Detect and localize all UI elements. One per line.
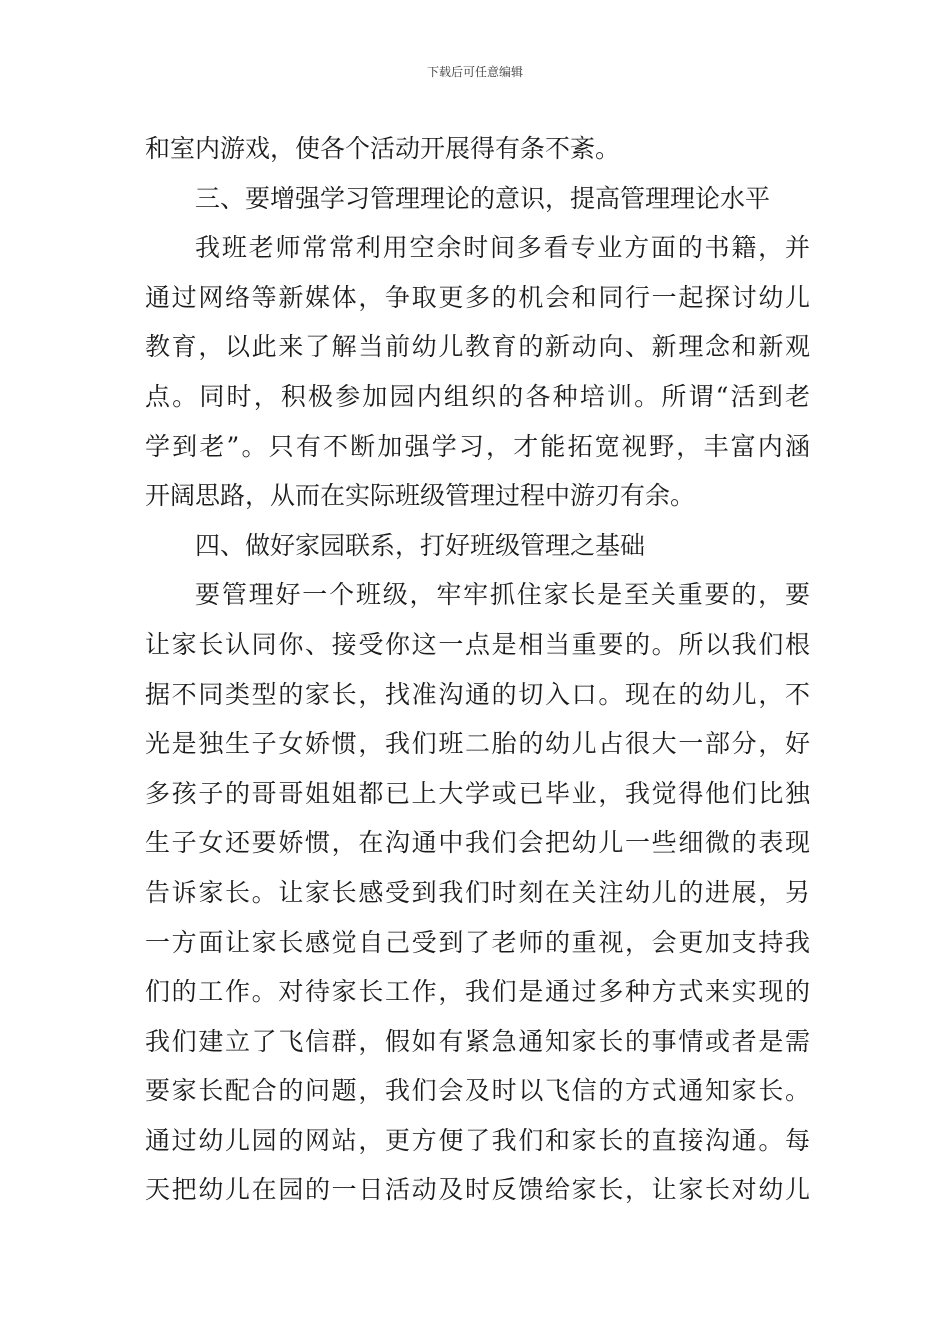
- text-line: 据不同类型的家长，找准沟通的切入口。现在的幼儿，不: [145, 679, 810, 709]
- section-heading-3: 三、要增强学习管理理论的意识，提高管理理论水平: [195, 183, 771, 213]
- text-line: 学到老”。只有不断加强学习，才能拓宽视野，丰富内涵: [145, 431, 810, 461]
- text-line: 教育，以此来了解当前幼儿教育的新动向、新理念和新观: [145, 332, 810, 362]
- text-line: 要家长配合的问题，我们会及时以飞信的方式通知家长。: [145, 1076, 810, 1106]
- text-line: 让家长认同你、接受你这一点是相当重要的。所以我们根: [145, 629, 810, 659]
- text-line: 光是独生子女娇惯，我们班二胎的幼儿占很大一部分，好: [145, 729, 810, 759]
- text-line: 通过幼儿园的网站，更方便了我们和家长的直接沟通。每: [145, 1125, 810, 1155]
- page-header: 下载后可任意编辑: [426, 65, 523, 79]
- document-body: [145, 124, 810, 1215]
- text-line: 和室内游戏，使各个活动开展得有条不紊。: [145, 134, 621, 163]
- text-line: 们的工作。对待家长工作，我们是通过多种方式来实现的: [145, 977, 810, 1007]
- section-heading-4: 四、做好家园联系，打好班级管理之基础: [195, 530, 646, 560]
- text-line: 生子女还要娇惯，在沟通中我们会把幼儿一些细微的表现: [145, 828, 810, 858]
- text-line: 开阔思路，从而在实际班级管理过程中游刃有余。: [145, 481, 696, 511]
- text-line: 多孩子的哥哥姐姐都已上大学或已毕业，我觉得他们比独: [145, 778, 810, 808]
- text-line: 一方面让家长感觉自己受到了老师的重视，会更加支持我: [145, 927, 810, 957]
- text-line: 要管理好一个班级，牢牢抓住家长是至关重要的，要: [195, 580, 810, 610]
- text-line: 点。同时，积极参加园内组织的各种培训。所谓“活到老: [145, 381, 810, 411]
- text-line: 我班老师常常利用空余时间多看专业方面的书籍，并: [195, 233, 810, 263]
- text-line: 我们建立了飞信群，假如有紧急通知家长的事情或者是需: [145, 1026, 810, 1056]
- text-line: 通过网络等新媒体，争取更多的机会和同行一起探讨幼儿: [145, 282, 810, 312]
- text-line: 天把幼儿在园的一日活动及时反馈给家长，让家长对幼儿: [145, 1175, 810, 1205]
- text-line: 告诉家长。让家长感受到我们时刻在关注幼儿的进展，另: [145, 877, 810, 907]
